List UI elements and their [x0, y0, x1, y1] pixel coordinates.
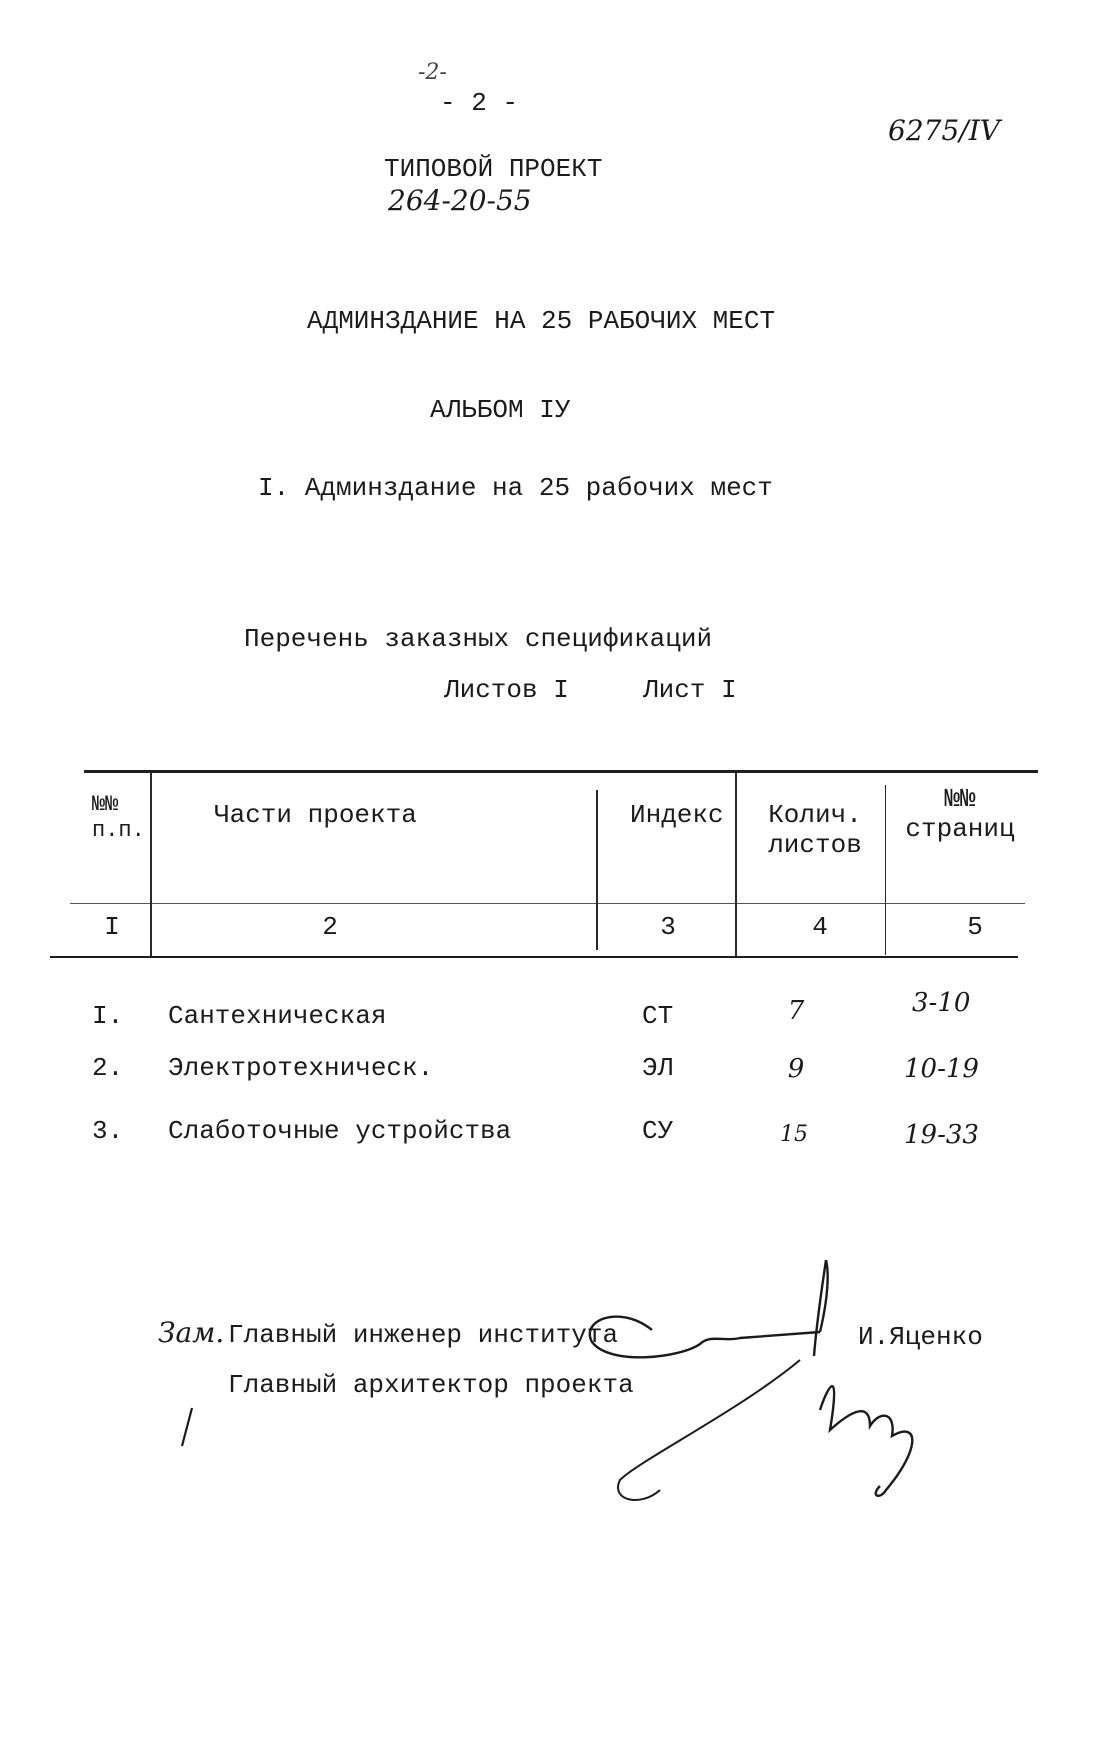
- handwritten-page-number: -2-: [418, 60, 447, 85]
- row-num: 3.: [92, 1116, 124, 1146]
- row-num: I.: [92, 1001, 124, 1031]
- row-index: СУ: [642, 1116, 674, 1146]
- row-pages: 3-10: [912, 988, 971, 1018]
- column-divider: [735, 772, 737, 956]
- col-number: 3: [660, 912, 676, 942]
- row-pages: 10-19: [904, 1054, 979, 1084]
- header-count: Колич. листов: [768, 800, 862, 860]
- col-number: 4: [812, 912, 828, 942]
- row-num: 2.: [92, 1053, 124, 1083]
- page-title: АДМИНЗДАНИЕ НА 25 РАБОЧИХ МЕСТ: [307, 306, 776, 336]
- header-pages: №№ страниц: [905, 784, 1015, 844]
- handwritten-signature: [180, 1260, 940, 1510]
- doc-type: ТИПОВОЙ ПРОЕКТ: [384, 154, 603, 184]
- list-title: Перечень заказных спецификаций: [244, 624, 713, 654]
- col-number: 5: [967, 912, 983, 942]
- row-part: Слаботочные устройства: [168, 1116, 512, 1146]
- row-count: 9: [787, 1054, 805, 1084]
- header-part: Части проекта: [214, 800, 417, 830]
- table-numbers-rule: [50, 956, 1018, 958]
- table-header-rule: [70, 903, 1025, 904]
- row-index: ЭЛ: [642, 1053, 674, 1083]
- sheet-current: Лист I: [643, 675, 737, 705]
- header-num: №№ п.п.: [92, 792, 145, 843]
- chief-architect-label: Главный архитектор проекта: [228, 1370, 634, 1400]
- col-number: 2: [322, 912, 338, 942]
- archive-number: 6275/IV: [888, 114, 1000, 147]
- header-index: Индекс: [630, 800, 724, 830]
- row-part: Электротехническ.: [168, 1053, 434, 1083]
- chief-engineer-label: Главный инженер института: [228, 1320, 619, 1350]
- column-divider: [885, 785, 886, 955]
- table-top-rule: [84, 770, 1038, 773]
- signature-prefix: Зам.: [158, 1316, 225, 1349]
- row-pages: 19-33: [904, 1120, 979, 1150]
- col-number: I: [104, 912, 120, 942]
- album-title: АЛЬБОМ IУ: [430, 395, 571, 425]
- row-part: Сантехническая: [168, 1001, 387, 1031]
- column-divider: [596, 790, 598, 950]
- row-count: 15: [780, 1122, 808, 1147]
- sheets-total: Листов I: [444, 675, 569, 705]
- chief-engineer-name: И.Яценко: [858, 1322, 983, 1352]
- column-divider: [150, 772, 152, 956]
- row-index: СТ: [642, 1001, 674, 1031]
- project-code: 264-20-55: [388, 184, 532, 217]
- section-title: I. Админздание на 25 рабочих мест: [258, 473, 773, 503]
- page-number: - 2 -: [440, 88, 519, 118]
- row-count: 7: [787, 996, 805, 1026]
